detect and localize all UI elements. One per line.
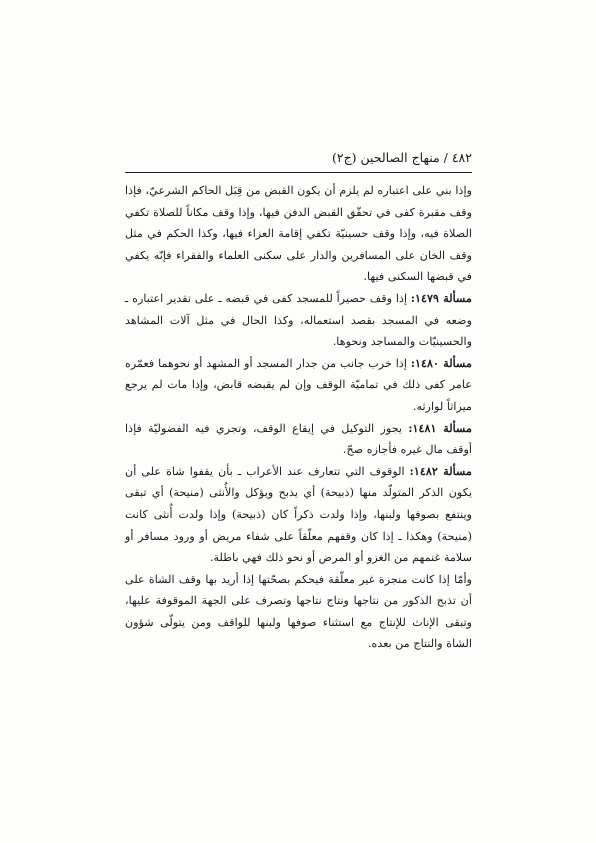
issue-heading: مسألة ١٤٨٢: <box>409 463 473 478</box>
paragraph <box>125 569 472 655</box>
paragraph-text: وأمّا إذا كانت منجزة غير معلّقة فيحكم بصحّتها إذا أريد بها وقف الشاة على أن تذبح الذكور من نتاجها ونتاج نتاجها وتصرف على الجهة الموقوفة عليها، وتبقى الإناث للإنتاج مع استثناء صوفها ولبنها للواقف ومن يتولّى شؤون الشاة والنتاج من بعده. <box>125 572 472 651</box>
paragraph-text: إذا وقف حصيراً للمسجد كفى في قبضه ـ على تقدير اعتباره ـ وضعه في المسجد بقصد استعماله، وكذا الحال في مثل آلات المشاهد والحسينيّات والمساجد ونحوها. <box>125 291 472 349</box>
paragraph-text: الوقوف التي تتعارف عند الأعراب ـ بأن يقفوا شاة على أن يكون الذكر المتولّد منها (ذبيحة) أي يذبح ويؤكل والأُنثى (منيحة) أي تبقى وينتفع بصوفها ولبنها، وإذا ولدت ذكراً كان (ذبيحة) وإذا ولدت أُنثى كانت (منيحة) وهكذا ـ إذا كان وقفهم معلّقاً على شفاء مريض أو ورود مسافر أو سلامة غنمهم من الغزو أو المرض أو نحو ذلك فهي باطلة. <box>125 464 472 565</box>
issue-heading: مسألة ١٤٧٩: <box>410 290 472 305</box>
paragraph <box>125 180 472 288</box>
paragraph <box>125 288 472 353</box>
paragraph-text: إذا خرب جانب من جدار المسجد أو المشهد أو نحوهما فعمّره عامر كفى ذلك في تماميّة الوقف وإن لم يقبضه قابض، وإذا مات لم يرجع ميراثاً لوارثه. <box>125 356 472 413</box>
page-body <box>125 180 472 655</box>
paragraph-text: يجوز التوكيل في إيقاع الوقف، وتجري فيه الفضوليّة فإذا أوقف مال غيره فأجازه صحّ. <box>125 421 472 457</box>
paragraph <box>125 418 472 461</box>
issue-heading: مسألة ١٤٨٠: <box>410 355 472 370</box>
issue-heading: مسألة ١٤٨١: <box>408 420 472 435</box>
header-rule <box>125 172 472 173</box>
paragraph <box>125 461 472 569</box>
paragraph <box>125 353 472 418</box>
paragraph-text: وإذا بني على اعتباره لم يلزم أن يكون القبض من قِبَل الحاكم الشرعيّ، فإذا وقف مقبرة كفى في تحقّق القبض الدفن فيها، وإذا وقف مكاناً للصلاة تكفي الصلاة فيه، وإذا وقف حسينيّة تكفي إقامة العزاء فيها، وكذا الحكم في مثل وقف الخان على المسافرين والدار على سكنى العلماء والفقراء فإنّه يكفي في قبضها السكنى فيها. <box>125 184 472 284</box>
running-head: ٤٨٢ / منهاج الصالحين (ج٢) <box>331 150 472 165</box>
